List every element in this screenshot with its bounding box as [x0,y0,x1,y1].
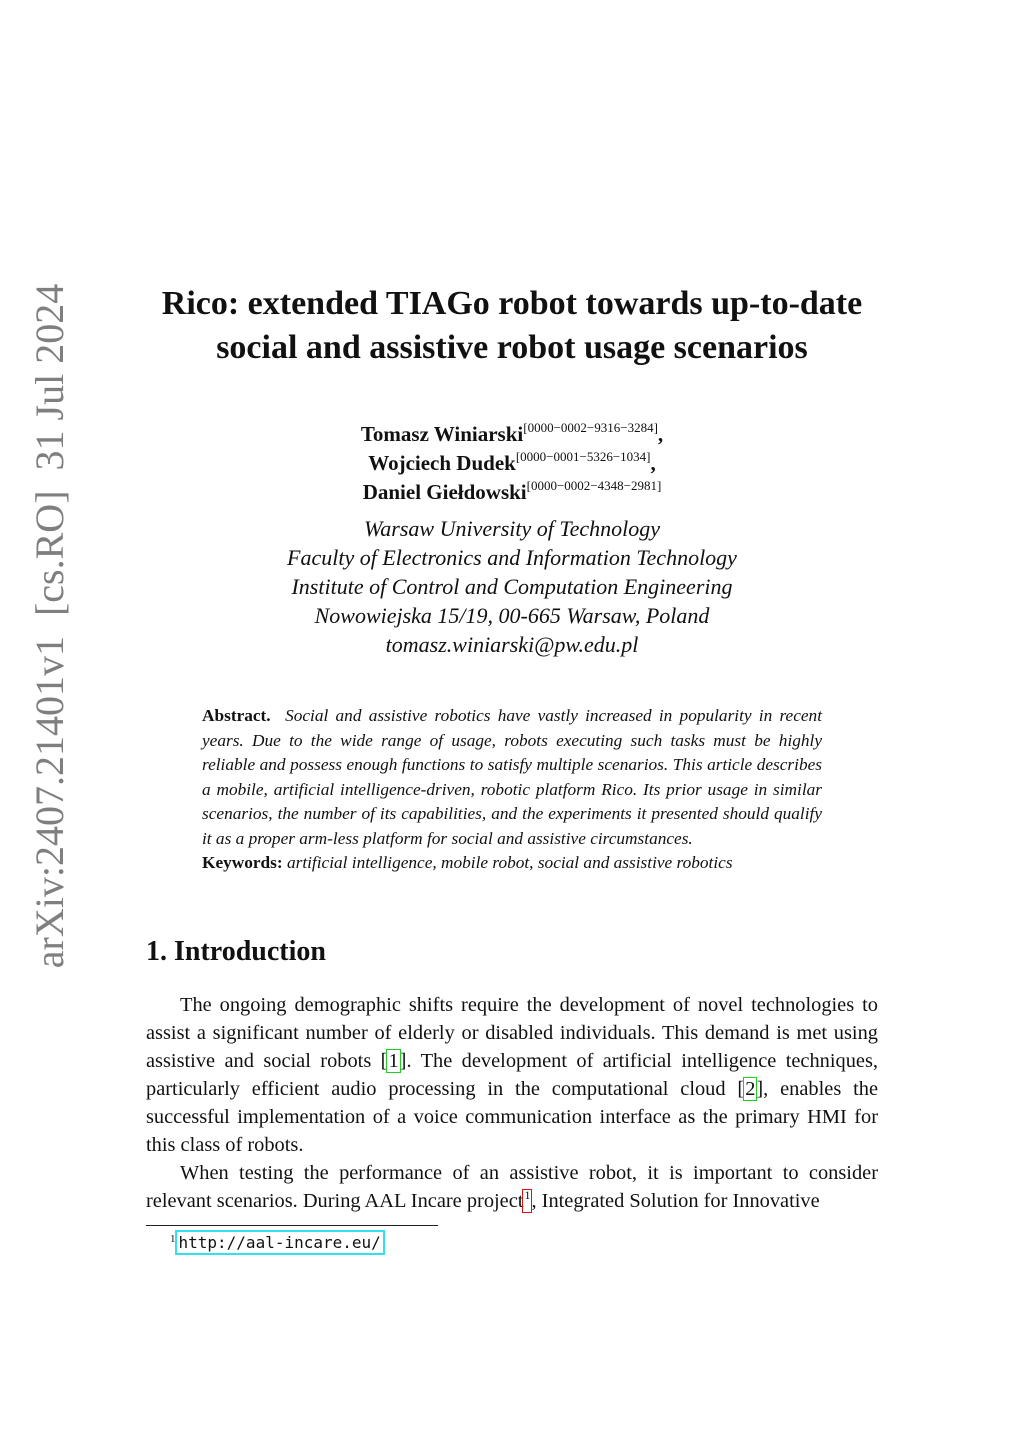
author-name: Tomasz Winiarski [360,422,524,446]
author-entry [212,478,812,507]
keywords-label: Keywords: [202,853,283,872]
keywords-text: artificial intelligence, mobile robot, social and assistive robotics [286,853,733,872]
author-name: Wojciech Dudek [368,451,516,475]
citation-link-1[interactable]: 1 [388,1050,399,1072]
author-entry [212,420,812,449]
abstract-text: Social and assistive robotics have vastly increased in popularity in recent years. Due to the wide range of usage, robots executing such tasks must be highly reliable and possess enough functions to satisfy multiple scenarios. This article describes a mobile, artificial intelligence-driven, robotic platform Rico. Its prior usage in similar scenarios, the number of its capabilities, and the experiments it presented should qualify it as a proper arm-less platform for social and assistive circumstances. [202,706,823,848]
affiliation-block [162,514,862,659]
section-heading-introduction: 1. Introduction [146,936,326,967]
author-separator: , [657,422,664,446]
title-line-2: social and assistive robot usage scenarios [216,329,808,366]
author-orcid[interactable]: [0000−0001−5326−1034] [515,449,651,464]
footnote-divider [146,1225,438,1226]
arxiv-sidebar-stamp [27,266,73,986]
author-entry [212,449,812,478]
affiliation-faculty: Faculty of Electronics and Information Technology [287,545,737,570]
paper-title [100,282,924,370]
paragraph-text: The ongoing demographic shifts require the development of novel technologies to assist a significant number of elderly or disabled individuals. This demand is met using assistive and social robots [ [146,994,878,1072]
paragraph-text: , Integrated Solution for Innovative [531,1190,820,1212]
arxiv-id[interactable]: arXiv:2407.21401v1 [27,636,72,969]
arxiv-category: [cs.RO] [27,490,72,617]
introduction-paragraph-2 [146,1159,878,1215]
footnote-number: 1 [170,1233,176,1245]
author-orcid[interactable]: [0000−0002−9316−3284] [523,420,658,435]
author-list [212,420,812,507]
footnote-1 [170,1232,383,1254]
title-line-1: Rico: extended TIAGo robot towards up-to-date [161,285,863,322]
footnote-mark: 1 [524,1188,531,1202]
affiliation-address: Nowowiejska 15/19, 00-665 Warsaw, Poland [314,603,710,628]
abstract-paragraph [202,704,822,851]
introduction-paragraph-1 [146,991,878,1159]
author-orcid[interactable]: [0000−0002−4348−2981] [526,478,662,493]
citation-link-2[interactable]: 2 [745,1078,756,1100]
author-name: Daniel Giełdowski [362,480,527,504]
abstract-block [202,704,822,876]
paragraph-text: When testing the performance of an assistive robot, it is important to consider relevant scenarios. During AAL Incare project [146,1162,878,1212]
author-separator: , [650,451,656,475]
abstract-label: Abstract. [202,706,271,725]
affiliation-institute: Institute of Control and Computation Engineering [291,574,733,599]
paragraph-text: ], enables the successful implementation of a voice communication interface as the primary HMI for this class of robots. [146,1078,878,1156]
affiliation-university: Warsaw University of Technology [364,516,660,541]
paragraph-text: ]. The development of artificial intelligence techniques, particularly efficient audio processing in the computational cloud [ [146,1050,879,1100]
footnote-url-link[interactable]: http://aal-incare.eu/ [178,1233,381,1252]
affiliation-email[interactable]: tomasz.winiarski@pw.edu.pl [385,632,639,657]
introduction-body [146,991,878,1215]
arxiv-date: 31 Jul 2024 [27,283,72,471]
keywords-line [202,851,822,876]
